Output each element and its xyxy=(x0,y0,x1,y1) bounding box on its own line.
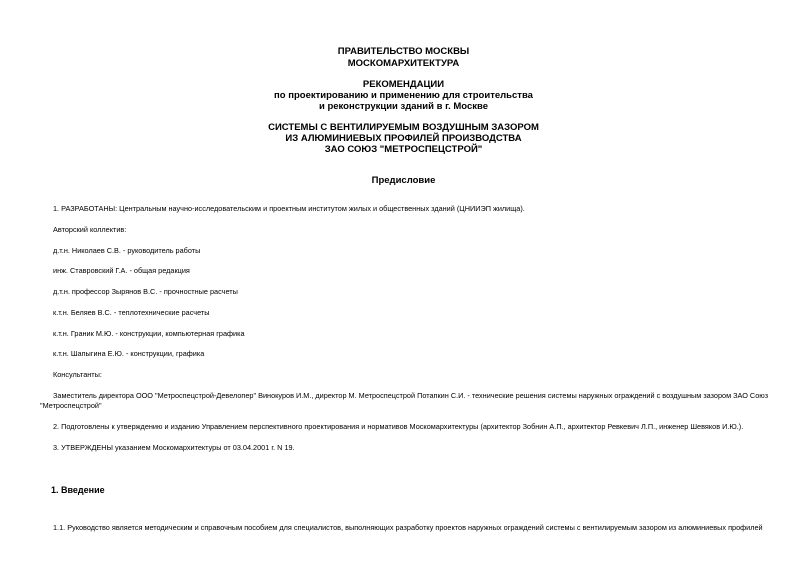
title-line-3: ЗАО СОЮЗ "МЕТРОСПЕЦСТРОЙ" xyxy=(324,144,483,155)
intro-heading: 1. Введение xyxy=(51,485,105,495)
doc-type: РЕКОМЕНДАЦИИ xyxy=(362,79,445,90)
author-item: инж. Ставровский Г.А. - общая редакция xyxy=(53,266,190,275)
prepared-paragraph: 2. Подготовлены к утверждению и изданию Управлением перспективного проектирования и нормативов Москомархитектуры (архитектор Зобнин А.П., архитектор Ревкевич Л.П., инженер Шевяков И.Ю.). xyxy=(53,422,744,431)
intro-paragraph-1: 1.1. Руководство является методическим и справочным пособием для специалистов, выполняющих разработку проектов наружных ограждений системы с вентилируемым зазором из алюминиевых профилей xyxy=(53,523,763,532)
author-item: д.т.н. Николаев С.В. - руководитель работы xyxy=(53,246,201,255)
approved-paragraph: 3. УТВЕРЖДЕНЫ указанием Москомархитектуры от 03.04.2001 г. N 19. xyxy=(53,443,295,452)
consultants-line-1: Заместитель директора ООО "Метроспецстрой-Девелопер" Винокуров И.М., директор М. Метроспецстрой Потапкин С.И. - технические решения системы наружных ограждений с воздушным зазором ЗАО Союз xyxy=(53,391,769,400)
org-line-1: ПРАВИТЕЛЬСТВО МОСКВЫ xyxy=(337,46,470,57)
subtitle-line-1: по проектированию и применению для строительства xyxy=(274,90,533,101)
author-item: к.т.н. Беляев В.С. - теплотехнические расчеты xyxy=(53,308,210,317)
title-line-2: ИЗ АЛЮМИНИЕВЫХ ПРОФИЛЕЙ ПРОИЗВОДСТВА xyxy=(285,133,522,144)
consultants-label: Консультанты: xyxy=(53,370,102,379)
authors-label: Авторский коллектив: xyxy=(53,225,127,234)
consultants-line-2: "Метроспецстрой" xyxy=(40,401,102,410)
author-item: к.т.н. Шапыгина Е.Ю. - конструкции, графика xyxy=(53,349,205,358)
title-line-1: СИСТЕМЫ С ВЕНТИЛИРУЕМЫМ ВОЗДУШНЫМ ЗАЗОРОМ xyxy=(268,122,539,133)
org-line-2: МОСКОМАРХИТЕКТУРА xyxy=(347,58,460,69)
developed-paragraph: 1. РАЗРАБОТАНЫ: Центральным научно-исследовательским и проектным институтом жилых и общественных зданий (ЦНИИЭП жилища). xyxy=(53,204,525,213)
author-item: д.т.н. профессор Зырянов В.С. - прочностные расчеты xyxy=(53,287,238,296)
subtitle-line-2: и реконструкции зданий в г. Москве xyxy=(318,101,489,112)
author-item: к.т.н. Граник М.Ю. - конструкции, компьютерная графика xyxy=(53,329,245,338)
preface-heading: Предисловие xyxy=(371,175,436,186)
